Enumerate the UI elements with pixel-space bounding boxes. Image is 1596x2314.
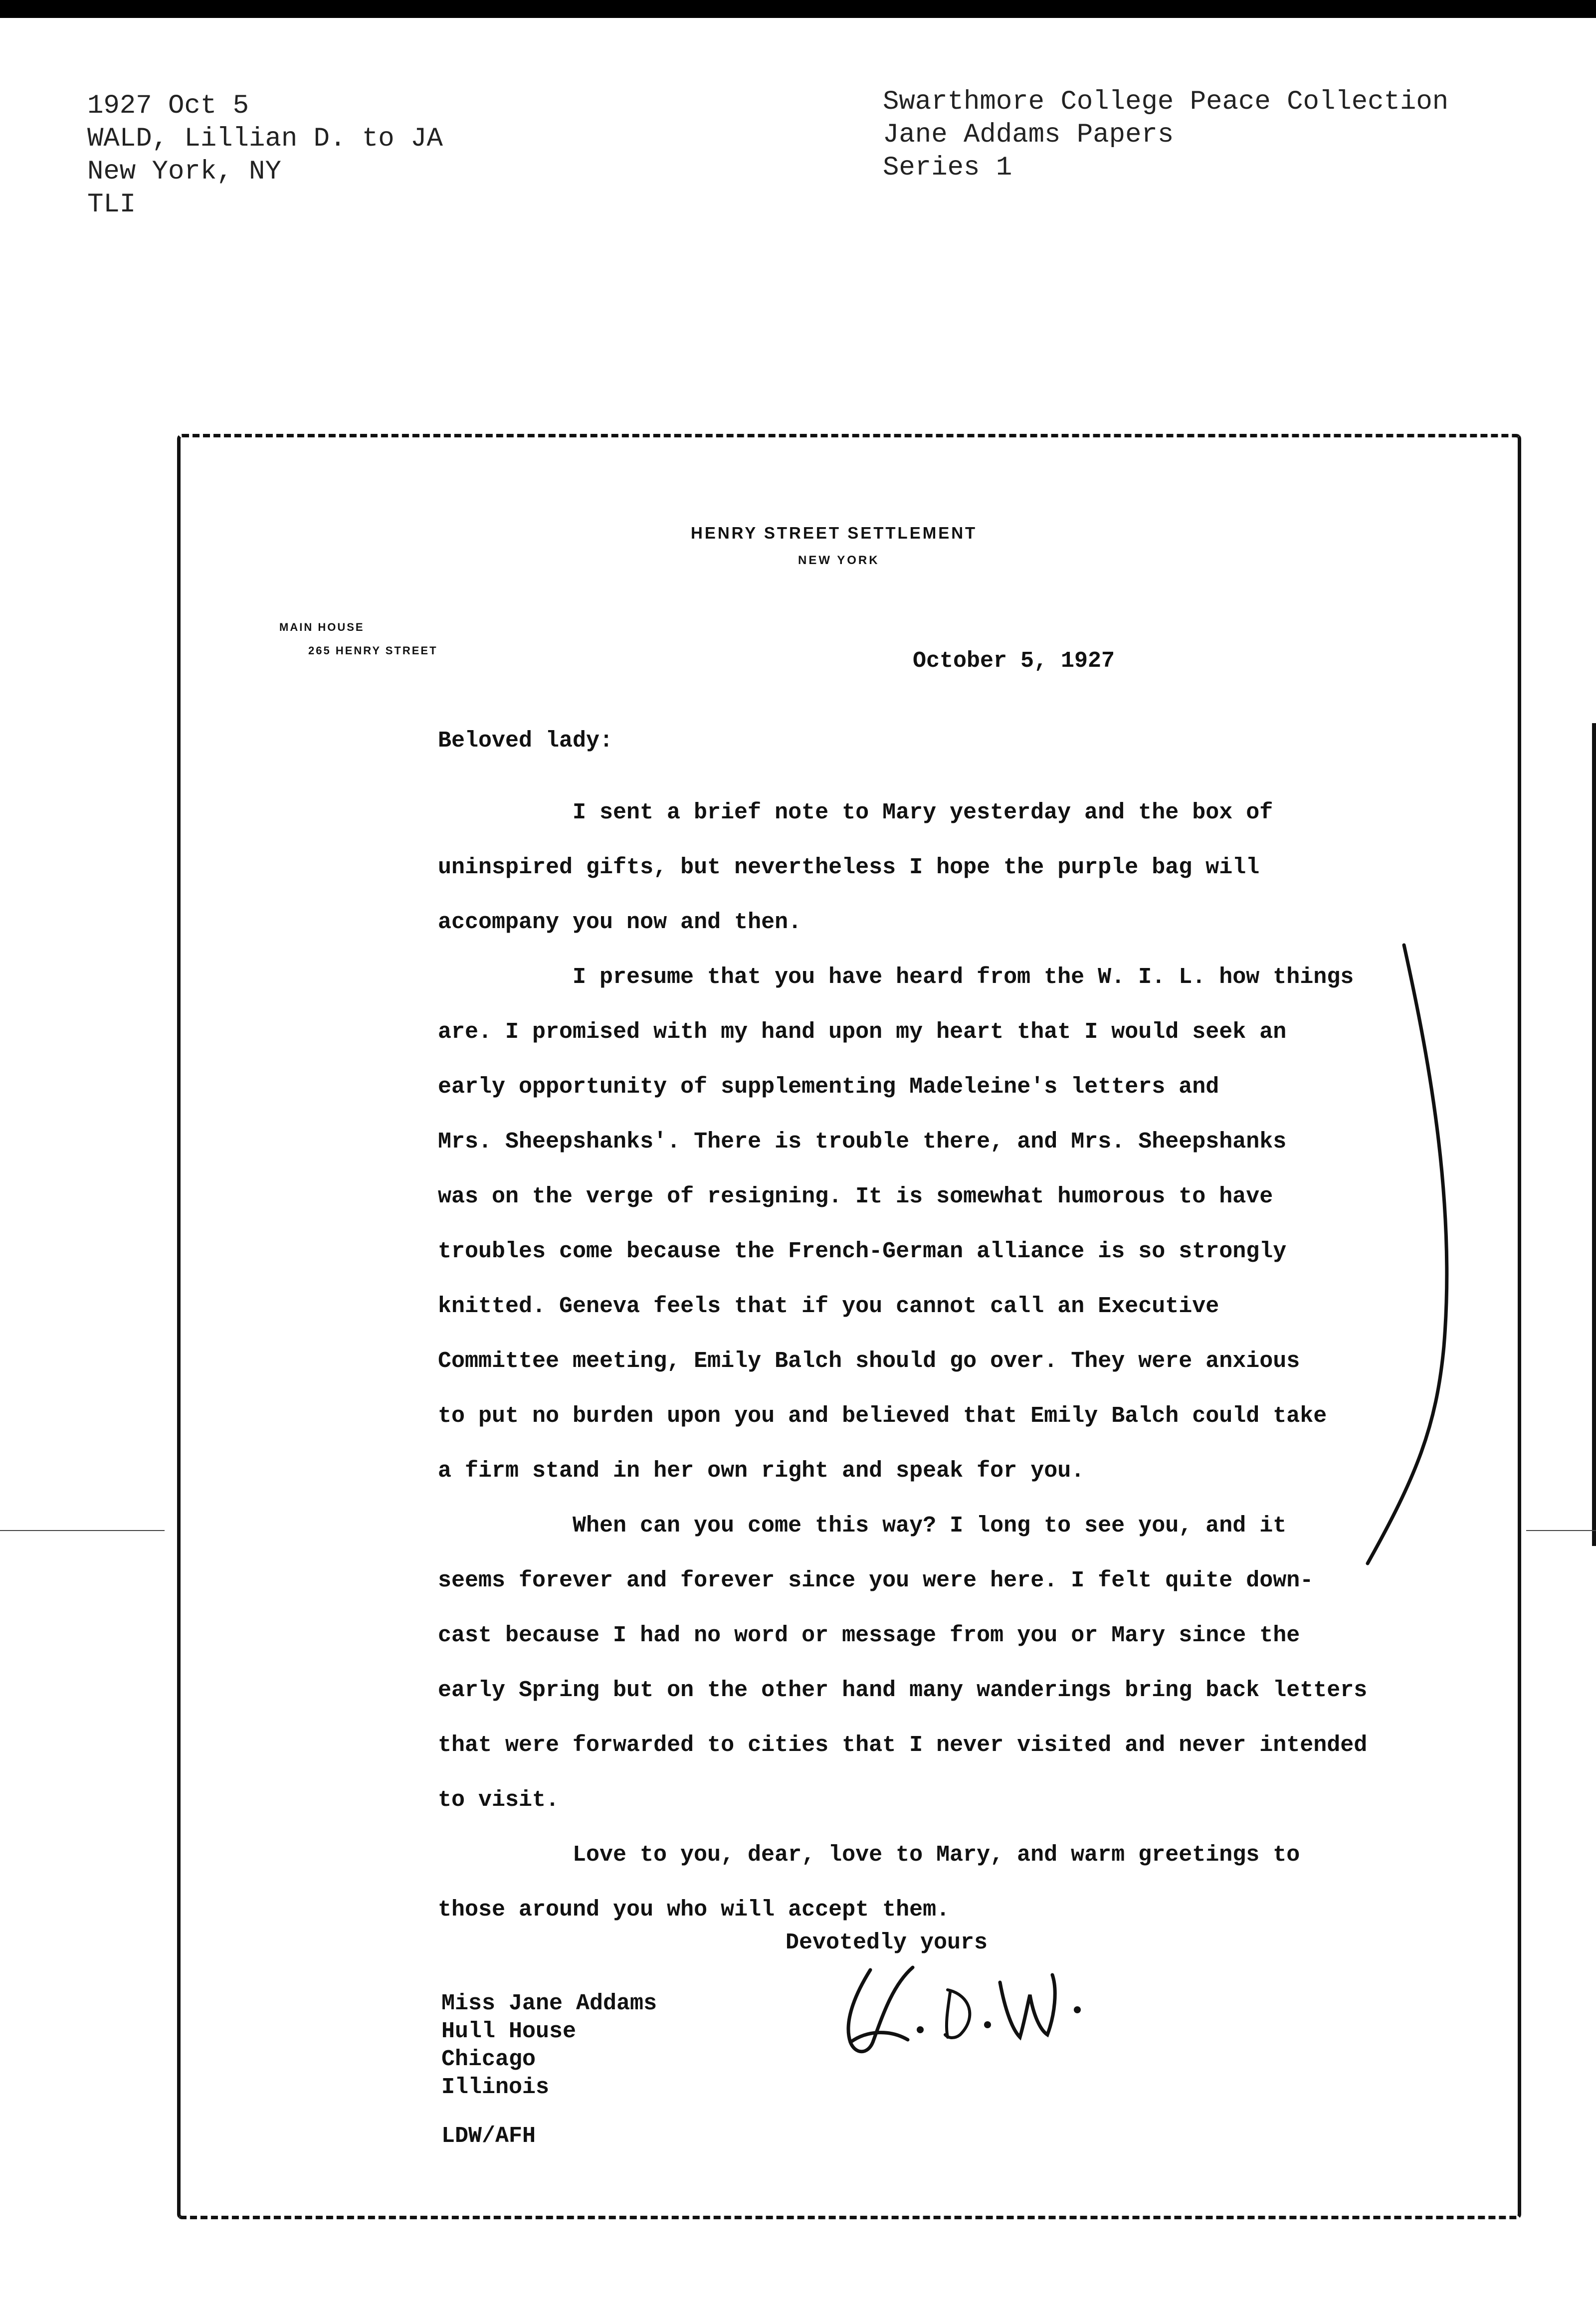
body-line: was on the verge of resigning. It is somewhat humorous to have	[438, 1184, 1273, 1209]
archive-metadata-right	[883, 86, 1448, 185]
archive-metadata-left	[87, 90, 443, 221]
letterhead-organization: HENRY STREET SETTLEMENT	[691, 524, 978, 542]
body-line: When can you come this way? I long to see you, and it	[573, 1513, 1287, 1539]
archive-doc-type: TLI	[87, 190, 136, 220]
salutation: Beloved lady:	[438, 728, 613, 754]
letter-body	[438, 785, 1367, 1937]
letterhead-street: 265 HENRY STREET	[308, 644, 438, 657]
body-line: early Spring but on the other hand many wanderings bring back letters	[438, 1678, 1368, 1703]
body-line: accompany you now and then.	[438, 910, 802, 935]
body-line: uninspired gifts, but nevertheless I hope the purple bag will	[438, 855, 1260, 880]
body-line: cast because I had no word or message from you or Mary since the	[438, 1623, 1300, 1648]
archive-series: Series 1	[883, 153, 1012, 183]
body-line: knitted. Geneva feels that if you cannot call an Executive	[438, 1294, 1219, 1319]
body-line: a firm stand in her own right and speak for you.	[438, 1458, 1085, 1484]
scan-top-border	[0, 0, 1596, 18]
body-line: Committee meeting, Emily Balch should go over. They were anxious	[438, 1349, 1300, 1374]
body-line: to put no burden upon you and believed that Emily Balch could take	[438, 1403, 1327, 1429]
body-line: those around you who will accept them.	[438, 1897, 950, 1923]
body-line: I presume that you have heard from the W. I. L. how things	[573, 964, 1354, 990]
archive-correspondents: WALD, Lillian D. to JA	[87, 124, 443, 154]
recipient-name: Miss Jane Addams	[441, 1991, 657, 2016]
archive-collection: Swarthmore College Peace Collection	[883, 87, 1449, 117]
recipient-line: Illinois	[441, 2075, 550, 2100]
letterhead-city: NEW YORK	[798, 554, 880, 567]
body-line: troubles come because the French-German alliance is so strongly	[438, 1239, 1287, 1264]
letter-date: October 5, 1927	[913, 648, 1115, 674]
scan-right-edge	[1592, 723, 1596, 1546]
recipient-line: Hull House	[441, 2019, 577, 2044]
body-line: Love to you, dear, love to Mary, and warm greetings to	[573, 1842, 1300, 1868]
handwritten-signature-initials	[828, 1955, 1097, 2065]
body-line: are. I promised with my hand upon my heart that I would seek an	[438, 1019, 1287, 1045]
archive-place: New York, NY	[87, 157, 281, 187]
reference-initials: LDW/AFH	[441, 2123, 536, 2149]
letterhead-house: MAIN HOUSE	[279, 621, 365, 633]
fold-line-right	[1526, 1530, 1596, 1531]
recipient-address	[441, 1990, 657, 2102]
closing: Devotedly yours	[786, 1930, 988, 1955]
handwritten-margin-bracket	[1357, 938, 1456, 1586]
recipient-line: Chicago	[441, 2047, 536, 2072]
body-line: seems forever and forever since you were here. I felt quite down-	[438, 1568, 1314, 1593]
body-line: Mrs. Sheepshanks'. There is trouble there, and Mrs. Sheepshanks	[438, 1129, 1287, 1155]
body-line: that were forwarded to cities that I never visited and never intended	[438, 1733, 1368, 1758]
archive-papers: Jane Addams Papers	[883, 120, 1174, 150]
archive-date: 1927 Oct 5	[87, 91, 249, 121]
fold-line-left	[0, 1530, 165, 1531]
body-line: early opportunity of supplementing Madeleine's letters and	[438, 1074, 1219, 1100]
body-line: I sent a brief note to Mary yesterday and the box of	[573, 800, 1273, 825]
body-line: to visit.	[438, 1787, 560, 1813]
